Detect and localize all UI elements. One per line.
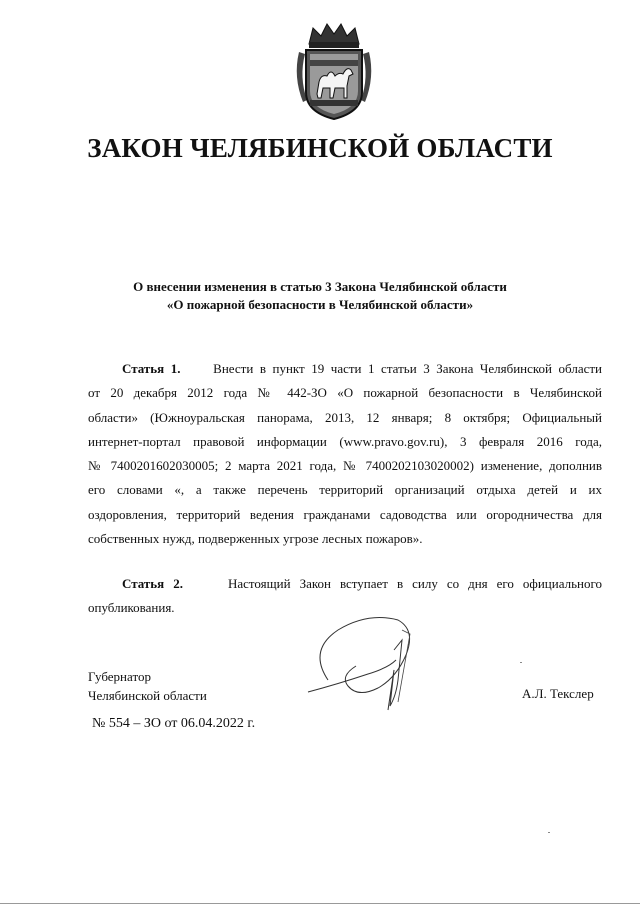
article-1-first-line bbox=[88, 357, 602, 381]
scan-artifact bbox=[520, 662, 522, 663]
scan-edge bbox=[0, 903, 640, 904]
article-1-text-line: № 7400201602030005; 2 марта 2021 года, № 7400202103020002) изменение, дополнив bbox=[88, 458, 602, 474]
article-1-text-line: от 20 декабря 2012 года № 442-ЗО «О пожарной безопасности в Челябинской bbox=[88, 385, 602, 401]
article-1-text-line: оздоровления, территорий ведения гражданами садоводства или огородничества для bbox=[88, 506, 602, 522]
article-1-text-line: Внести в пункт 19 части 1 статьи 3 Закона Челябинской области bbox=[213, 361, 603, 376]
article-1-text-line: его словами «, а также перечень территорий организаций отдыха детей и их bbox=[88, 482, 602, 498]
article-2-label: Статья 2. bbox=[122, 576, 183, 591]
article-2-text-line: Настоящий Закон вступает в силу со дня его официального bbox=[227, 576, 602, 591]
scan-artifact bbox=[548, 832, 550, 833]
article-1-text-line: области» (Южноуральская панорама, 2013, 12 января; 8 октября; Официальный bbox=[88, 409, 602, 425]
signatory-position bbox=[88, 667, 207, 705]
signatory-position-line-2: Челябинской области bbox=[88, 688, 207, 703]
law-title: ЗАКОН ЧЕЛЯБИНСКОЙ ОБЛАСТИ bbox=[87, 133, 553, 163]
article-2-text-line: опубликования. bbox=[88, 600, 175, 616]
signatory-position-line-1: Губернатор bbox=[88, 669, 151, 684]
subtitle-line-1: О внесении изменения в статью 3 Закона Челябинской области bbox=[133, 279, 507, 294]
article-1-text-line: собственных нужд, подверженных угрозе лесных пожаров». bbox=[88, 531, 423, 547]
subtitle-line-2: «О пожарной безопасности в Челябинской области» bbox=[166, 297, 474, 312]
article-2-first-line bbox=[88, 572, 602, 596]
coat-of-arms-emblem bbox=[291, 22, 377, 122]
law-subtitle bbox=[0, 278, 640, 314]
article-1-label: Статья 1. bbox=[122, 361, 181, 376]
signatory-name: А.Л. Текслер bbox=[522, 686, 594, 701]
law-registration-number: № 554 – ЗО от 06.04.2022 г. bbox=[92, 716, 256, 731]
handwritten-signature bbox=[298, 610, 418, 720]
article-1 bbox=[88, 357, 602, 551]
article-1-text-line: интернет-портал правовой информации (www.pravo.gov.ru), 3 февраля 2016 года, bbox=[88, 433, 602, 449]
